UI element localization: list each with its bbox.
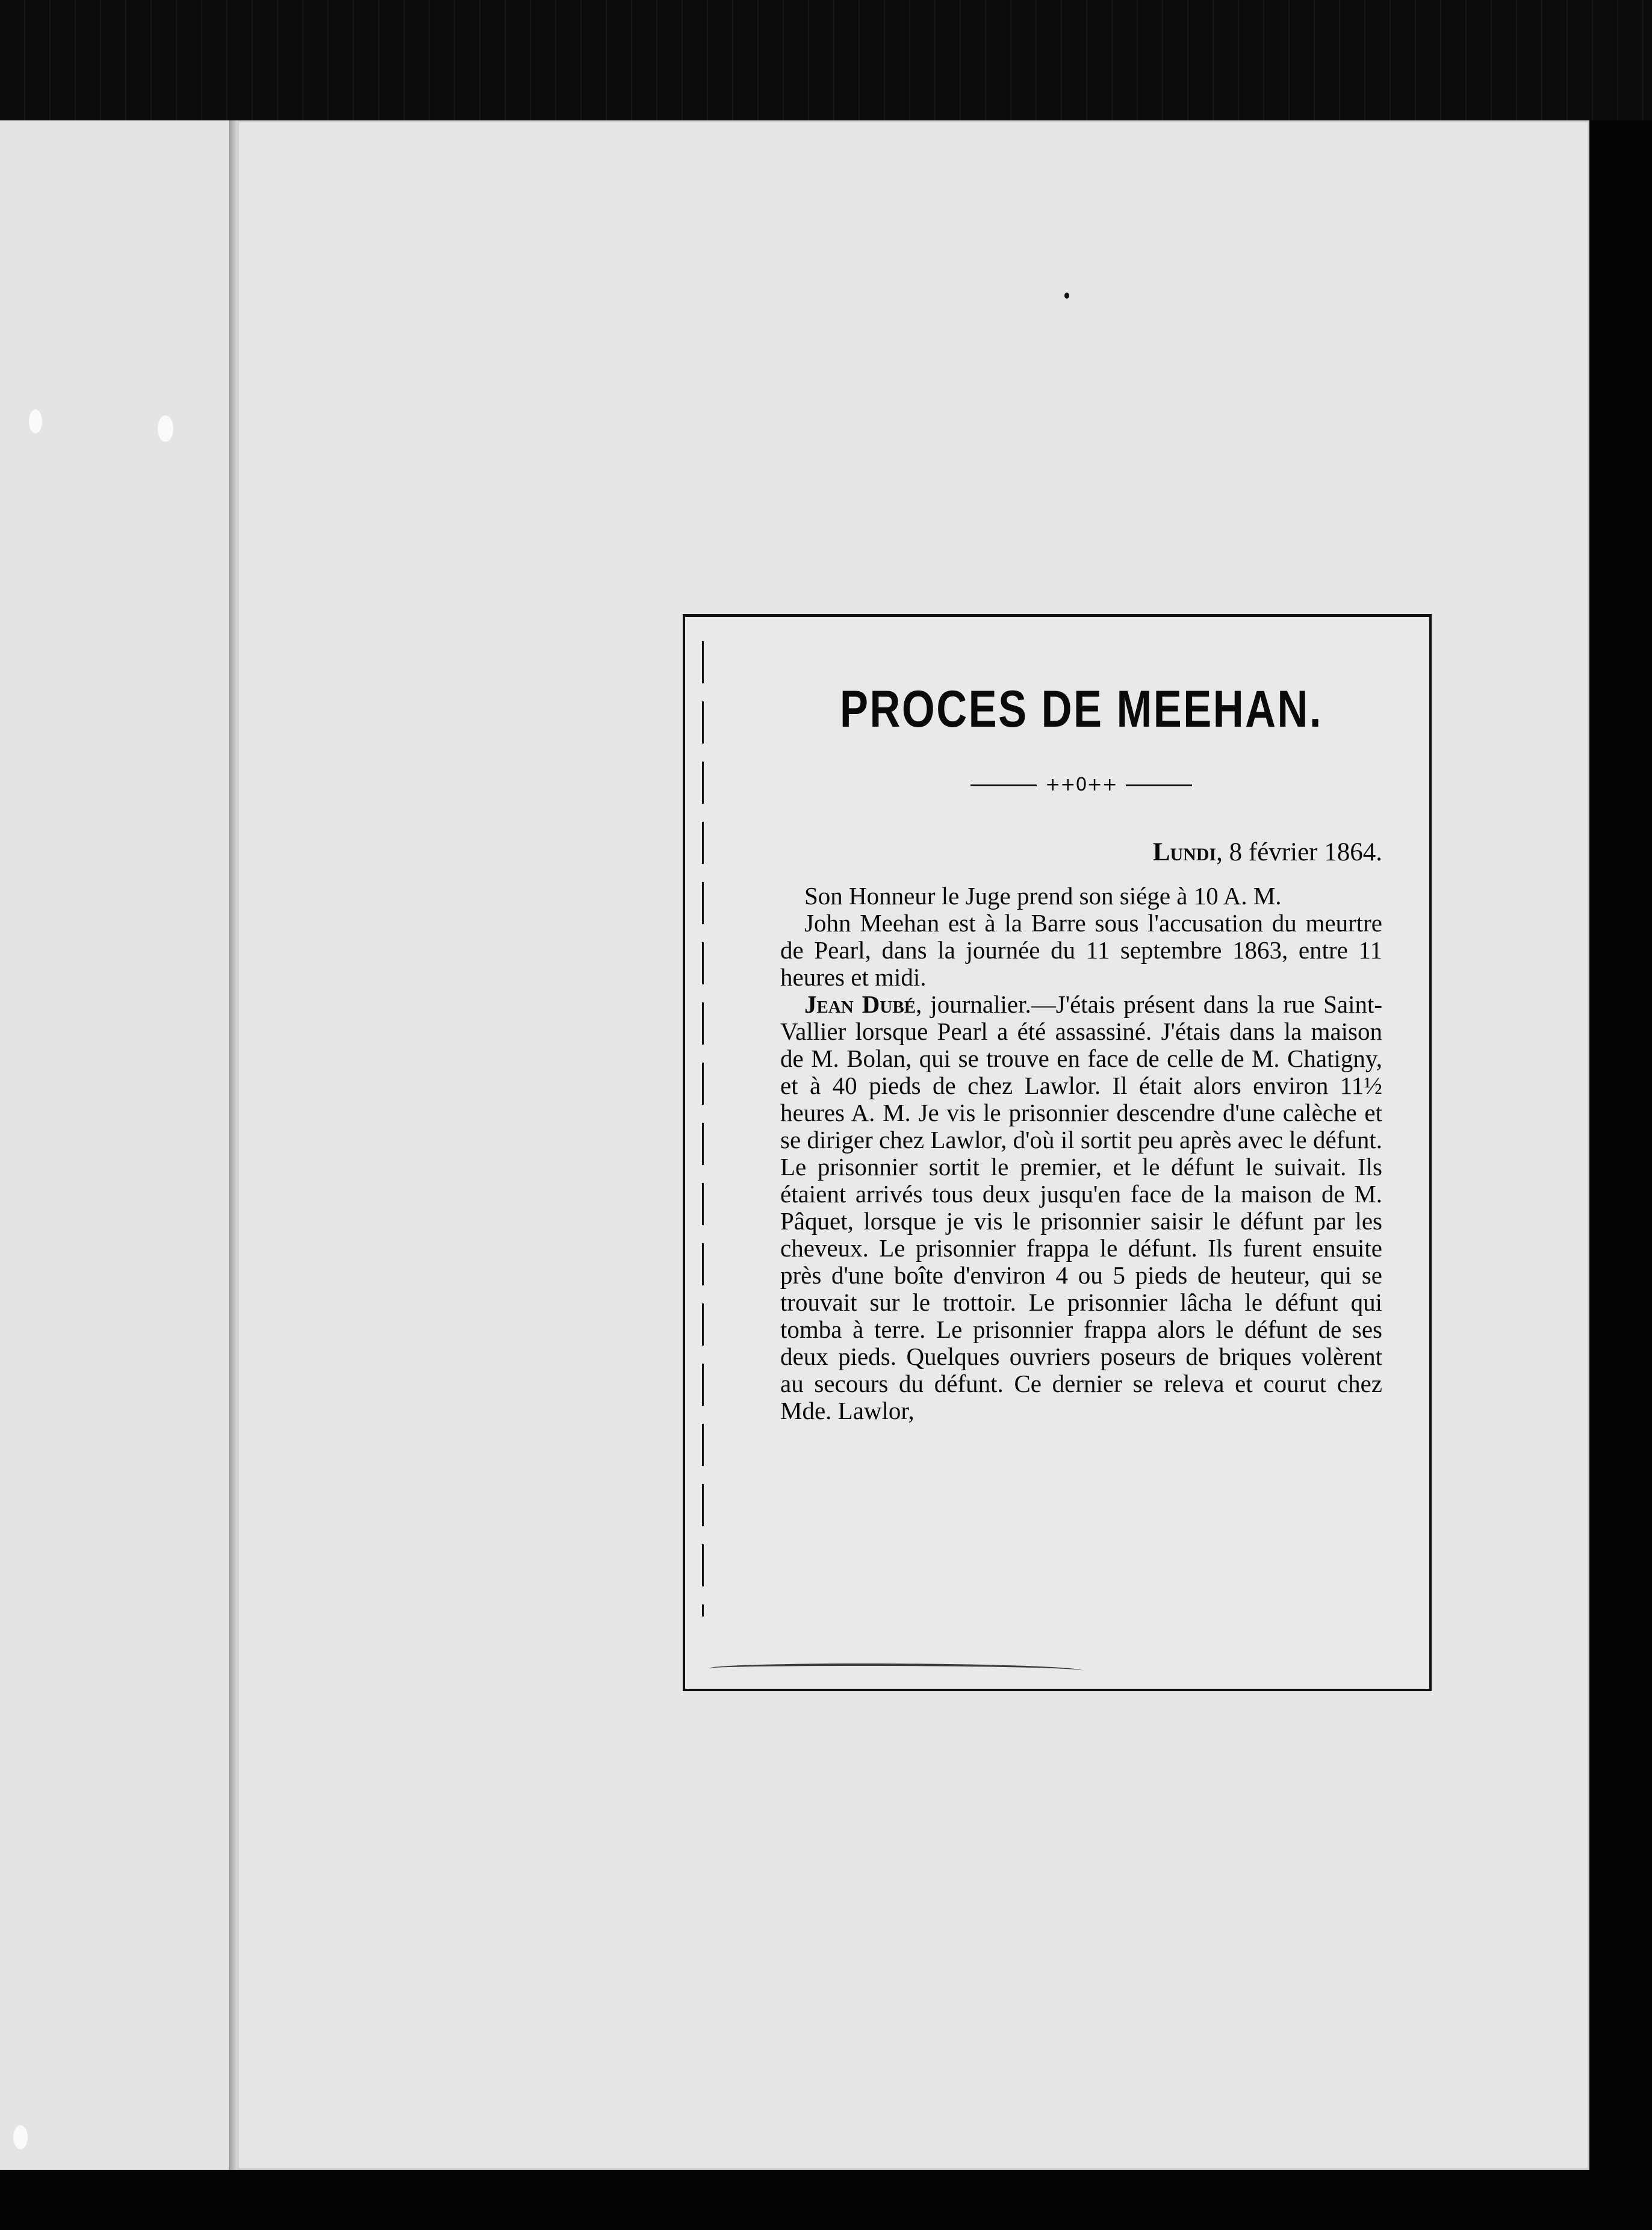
paragraph-text: John Meehan est à la Barre sous l'accusation du meurtre de Pearl, dans la journée du 11 septembre 1863, entre 11 heures et midi. [780, 909, 1382, 991]
divider-ornament: ++0++ [1045, 774, 1117, 795]
article-paragraph [780, 910, 1382, 991]
newspaper-clipping [683, 614, 1432, 1691]
clipping-torn-edge [702, 641, 704, 1617]
paragraph-text: Son Honneur le Juge prend son siége à 10 A. M. [804, 882, 1282, 910]
dateline-date: , 8 février 1864. [1216, 838, 1382, 866]
paragraph-text: , journalier.—J'étais présent dans la rue Saint-Vallier lorsque Pearl a été assassiné. J'étais dans la maison de M. Bolan, qui se trouve en face de celle de M. Chatigny, et à 40 pieds de chez Lawlor. Il était alors environ 11½ heures A. M. Je vis le prisonnier descendre d'une calèche et se diriger chez Lawlor, d'où il sortit peu après avec le défunt. Le prisonnier sortit le premier, et le défunt le suivait. Ils étaient arrivés tous deux jusqu'en face de la maison de M. Pâquet, lorsque je vis le prisonnier saisir le défunt par les cheveux. Le prisonnier frappa le défunt. Ils furent ensuite près d'une boîte d'environ 4 ou 5 pieds de heuteur, qui se trouvait sur le trottoir. Le prisonnier lâcha le défunt qui tomba à terre. Le prisonnier frappa alors le défunt de ses deux pieds. Quelques ouvriers poseurs de briques volèrent au secours du défunt. Ce dernier se releva et courut chez Mde. Lawlor, [780, 990, 1383, 1424]
article-body [780, 680, 1383, 1424]
dateline-day: Lundi [1152, 838, 1217, 866]
divider-line-right [1126, 784, 1192, 786]
article-paragraph [780, 883, 1382, 910]
divider-line-left [970, 784, 1037, 786]
scrapbook-page [237, 120, 1589, 2170]
book-spine-shadow [229, 120, 237, 2170]
ink-speck [1064, 293, 1069, 299]
left-page-edge [0, 120, 232, 2170]
witness-name: Jean Dubé [804, 990, 916, 1018]
article-title-text: PROCES DE MEEHAN. [840, 680, 1323, 738]
dark-scan-background [0, 0, 1652, 120]
paper-blemish [29, 409, 42, 433]
ornament-divider [780, 776, 1382, 794]
article-title [834, 680, 1328, 738]
paper-blemish [158, 415, 173, 442]
article-paragraph [780, 991, 1382, 1424]
paper-blemish [13, 2125, 28, 2149]
dateline [780, 837, 1382, 867]
clipping-bottom-smudge [709, 1663, 1082, 1676]
